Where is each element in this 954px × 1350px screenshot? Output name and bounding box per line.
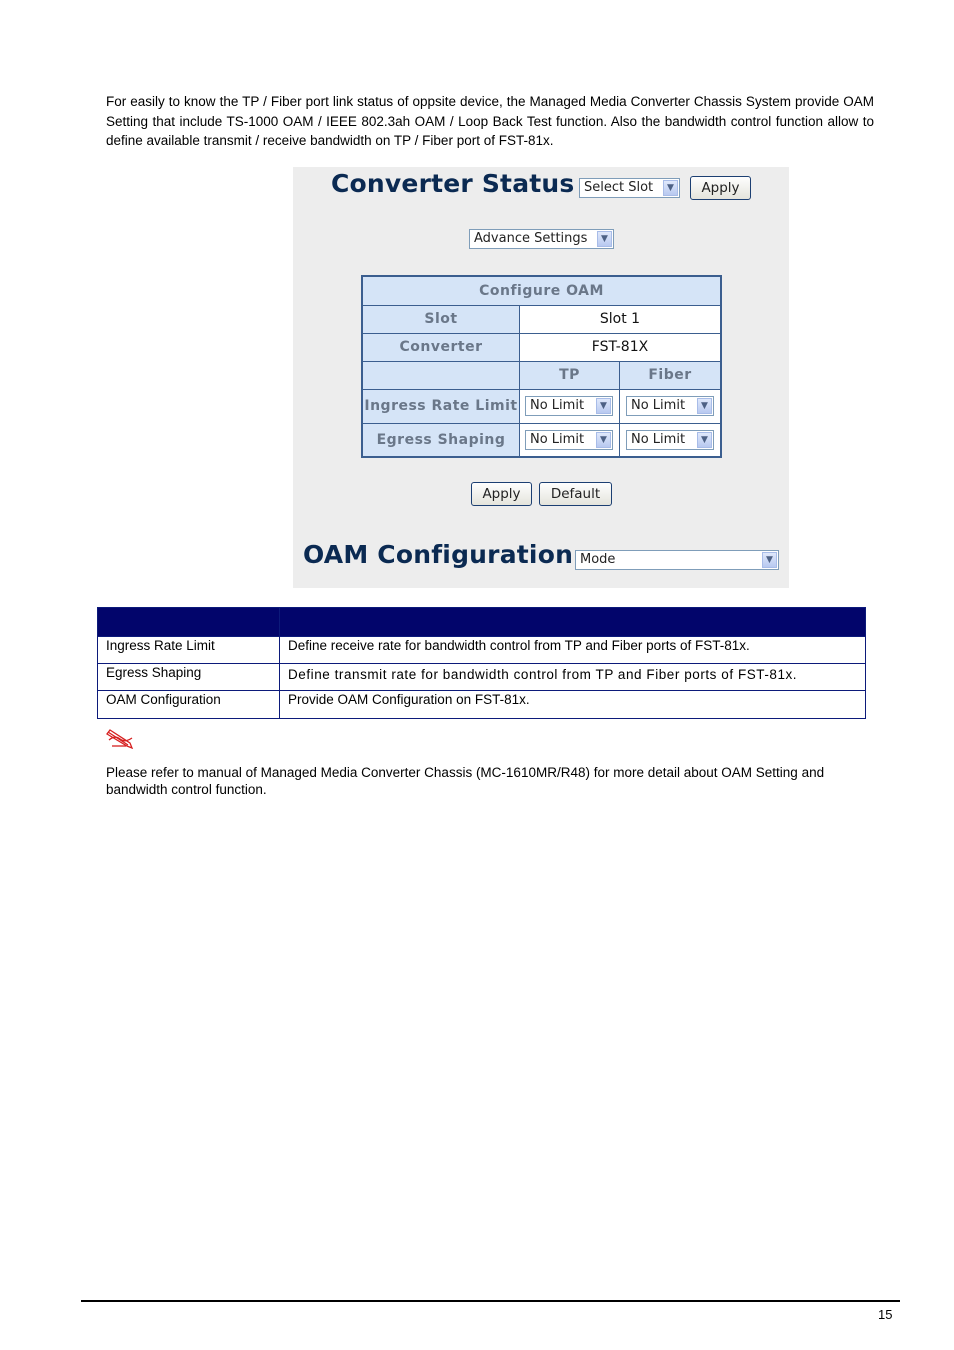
egress-fiber-dropdown[interactable] <box>626 430 714 450</box>
fiber-column-header: Fiber <box>620 362 720 389</box>
tp-column-header: TP <box>520 362 619 389</box>
table-header <box>98 608 865 636</box>
egress-fiber-value: No Limit <box>631 432 686 447</box>
mode-value: Mode <box>580 552 616 567</box>
table-cell-object: OAM Configuration <box>106 692 221 707</box>
row-divider <box>98 663 865 664</box>
chevron-down-icon: ▼ <box>596 432 611 448</box>
note-text: Please refer to manual of Managed Media Converter Chassis (MC-1610MR/R48) for more detail about OAM Setting and bandwidth control function. <box>106 765 825 797</box>
mode-dropdown[interactable] <box>575 550 779 570</box>
select-slot-value: Select Slot <box>584 180 654 195</box>
row-divider <box>98 636 865 637</box>
configure-oam-table <box>361 275 722 458</box>
table-cell-description: Define receive rate for bandwidth control from TP and Fiber ports of FST-81x. <box>288 638 750 653</box>
object-description-table <box>97 607 866 719</box>
blank-header-cell <box>363 362 519 389</box>
table-cell-description: Define transmit rate for bandwidth control from TP and Fiber ports of FST-81x. <box>288 667 798 682</box>
ingress-fiber-value: No Limit <box>631 398 686 413</box>
table-cell-description: Provide OAM Configuration on FST-81x. <box>288 692 530 707</box>
grid-line <box>363 389 720 390</box>
table-cell-object: Ingress Rate Limit <box>106 638 215 653</box>
advance-settings-value: Advance Settings <box>474 231 588 246</box>
oam-configuration-title: OAM Configuration <box>303 540 574 569</box>
intro-paragraph: For easily to know the TP / Fiber port link status of oppsite device, the Managed Media Converter Chassis System provide OAM Setting that include TS-1000 OAM / IEEE 802.3ah OAM / Loop Back Test function. Also the bandwidth control function allow to define available transmit / receive bandwidth on TP / Fiber port of FST-81x. <box>106 94 874 148</box>
apply-slot-button[interactable]: Apply <box>690 176 751 200</box>
grid-line <box>519 305 520 456</box>
grid-line <box>363 423 720 424</box>
converter-value: FST-81X <box>520 334 720 361</box>
page-number: 15 <box>878 1307 893 1322</box>
apply-button[interactable]: Apply <box>471 482 532 506</box>
footer-rule <box>81 1300 900 1302</box>
grid-line <box>363 361 720 362</box>
converter-label: Converter <box>363 334 519 361</box>
grid-line <box>619 361 620 456</box>
select-slot-dropdown[interactable] <box>579 178 680 198</box>
ingress-fiber-cell <box>620 390 720 423</box>
slot-label: Slot <box>363 306 519 333</box>
grid-line <box>363 333 720 334</box>
ingress-tp-cell <box>520 390 619 423</box>
advance-settings-dropdown[interactable] <box>469 229 614 249</box>
chevron-down-icon: ▼ <box>596 398 611 414</box>
chevron-down-icon: ▼ <box>697 432 712 448</box>
chevron-down-icon: ▼ <box>697 398 712 414</box>
grid-line <box>363 305 720 306</box>
row-divider <box>98 690 865 691</box>
column-divider <box>279 608 280 718</box>
egress-tp-cell <box>520 424 619 456</box>
egress-tp-value: No Limit <box>530 432 585 447</box>
chevron-down-icon: ▼ <box>663 180 678 196</box>
egress-shaping-label: Egress Shaping <box>363 424 519 456</box>
ingress-rate-limit-label: Ingress Rate Limit <box>363 390 519 423</box>
egress-tp-dropdown[interactable] <box>525 430 613 450</box>
ingress-fiber-dropdown[interactable] <box>626 396 714 416</box>
ingress-tp-dropdown[interactable] <box>525 396 613 416</box>
chevron-down-icon: ▼ <box>762 552 777 568</box>
converter-status-screenshot <box>293 167 789 588</box>
chevron-down-icon: ▼ <box>597 231 612 247</box>
slot-value: Slot 1 <box>520 306 720 333</box>
egress-fiber-cell <box>620 424 720 456</box>
note-pencil-icon <box>106 729 134 754</box>
ingress-tp-value: No Limit <box>530 398 585 413</box>
table-cell-object: Egress Shaping <box>106 665 202 680</box>
converter-status-title: Converter Status <box>331 169 575 198</box>
configure-oam-header: Configure OAM <box>363 277 720 305</box>
default-button[interactable]: Default <box>539 482 612 506</box>
